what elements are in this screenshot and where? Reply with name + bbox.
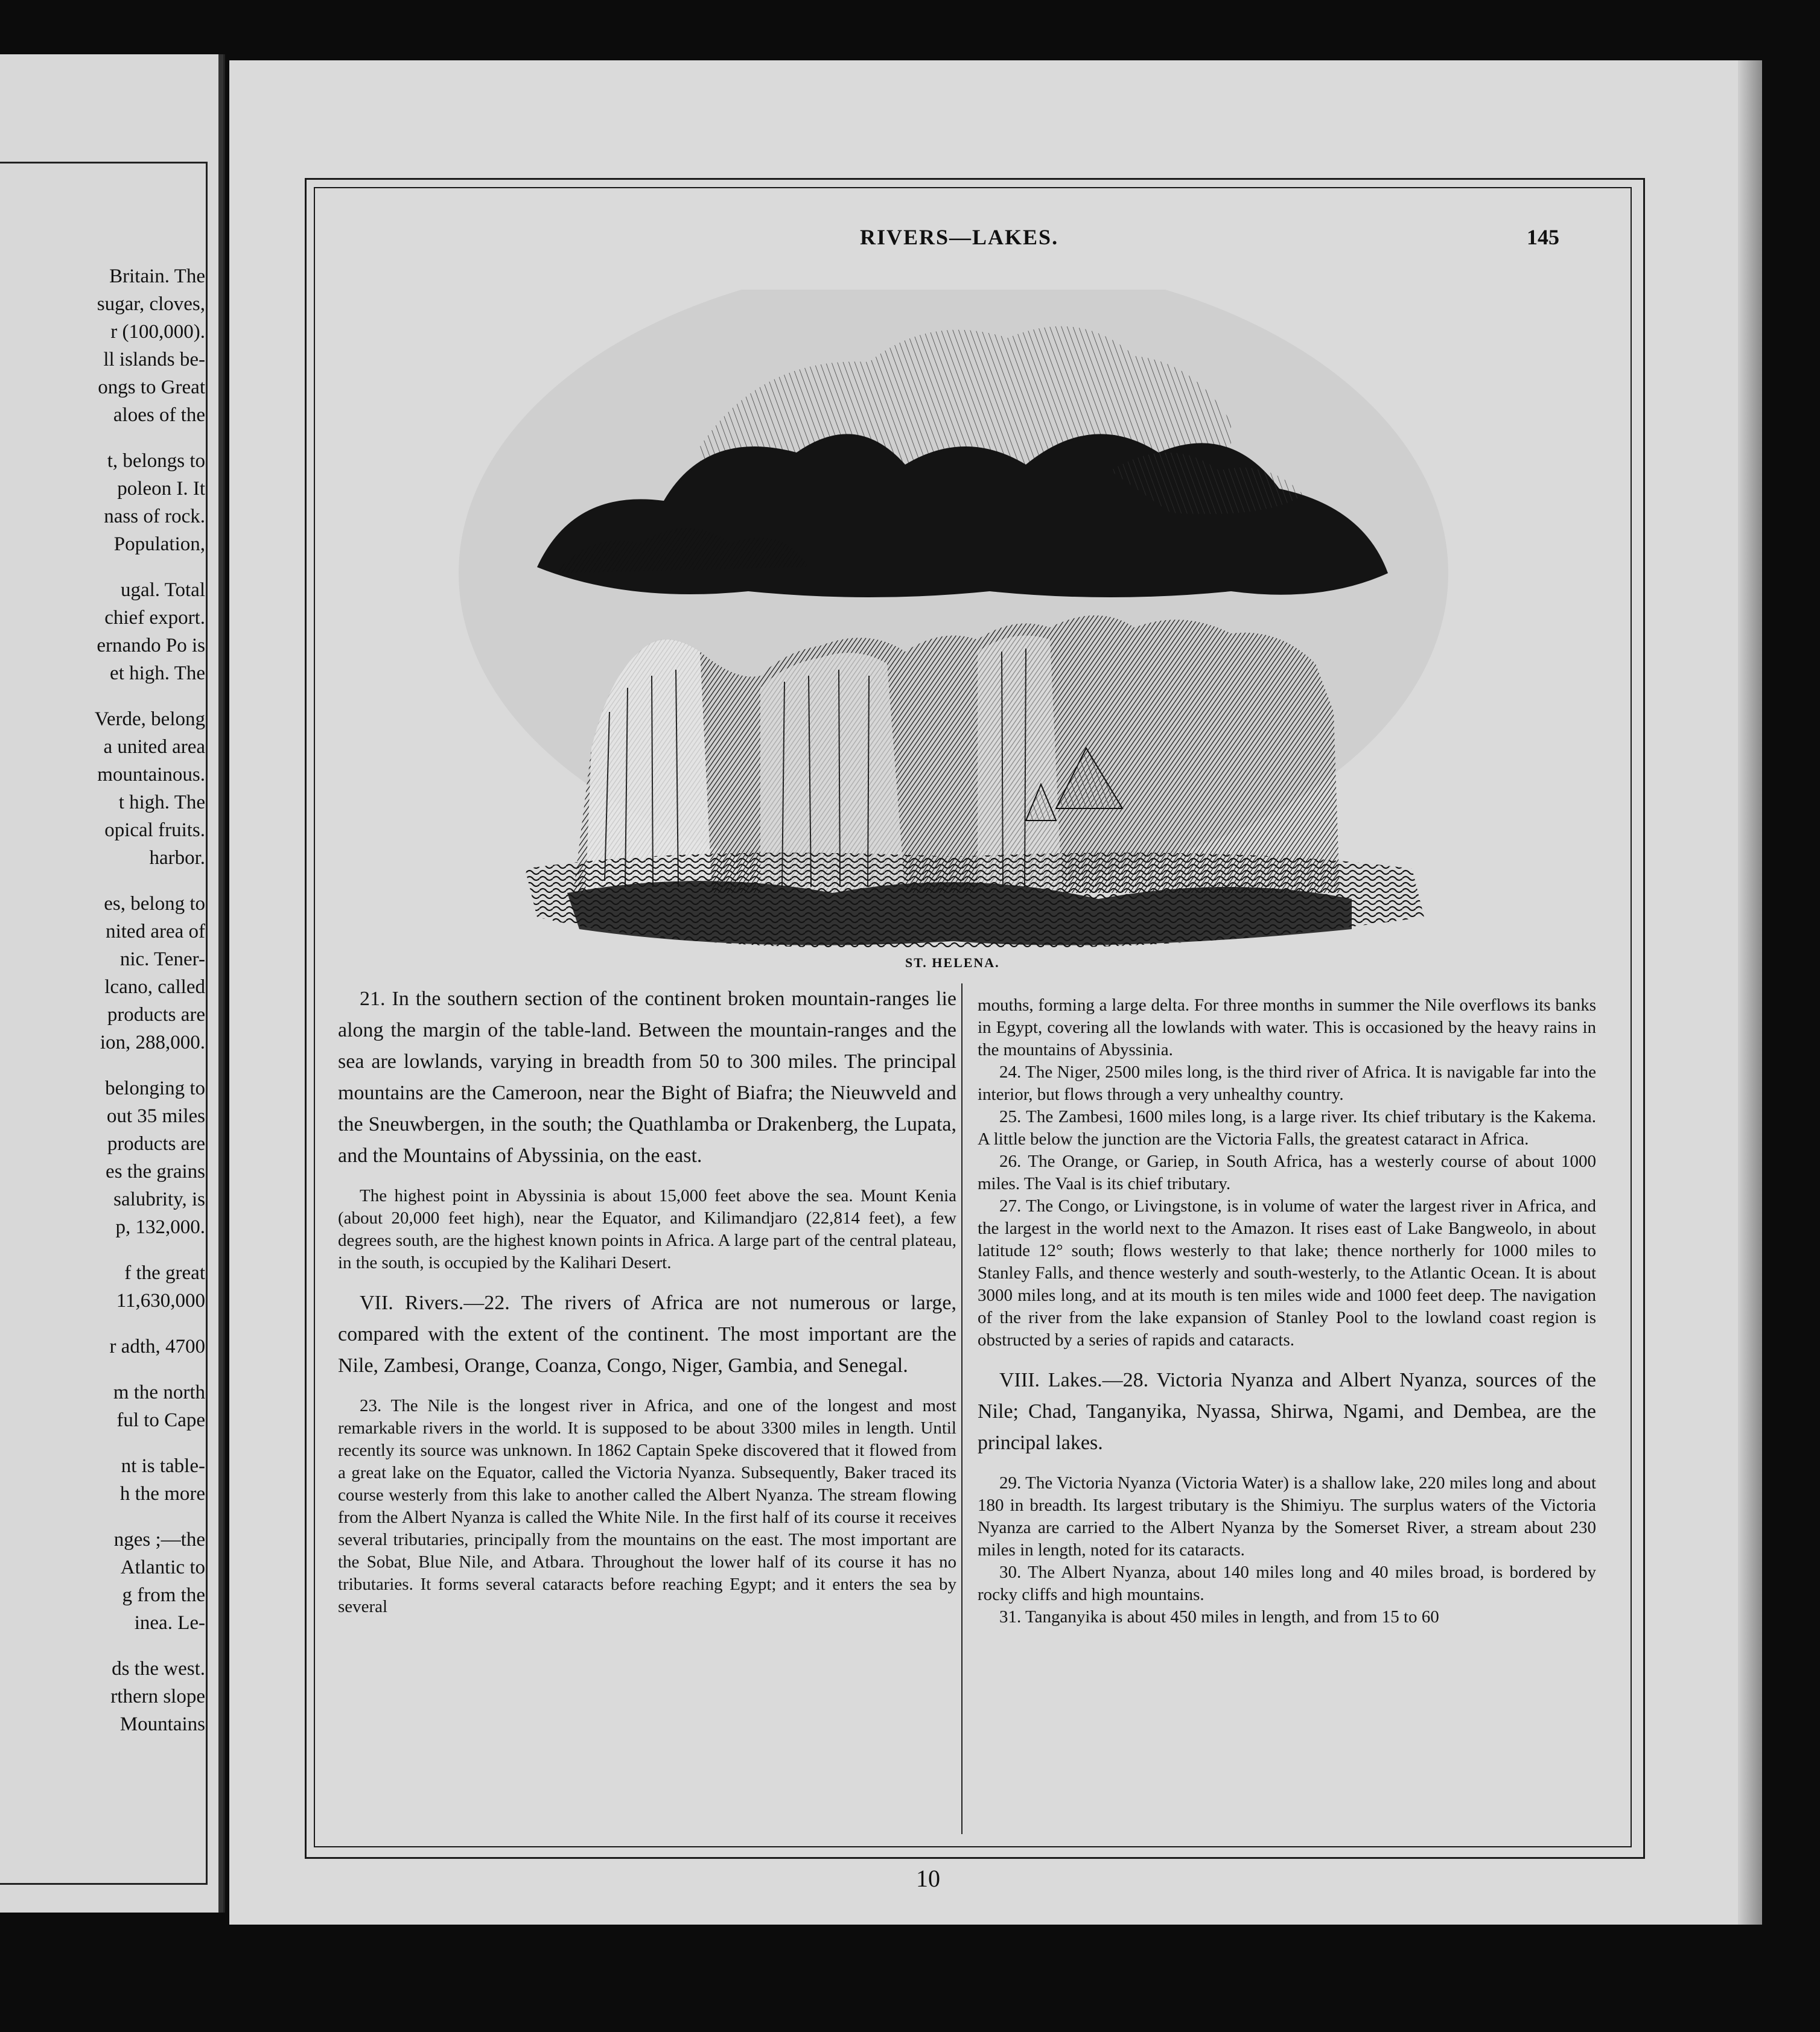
previous-page-fragment: [0, 54, 225, 1913]
previous-page-line: harbor.: [149, 847, 205, 869]
previous-page-line: r (100,000).: [110, 321, 205, 343]
previous-page-line: f the great: [124, 1262, 205, 1284]
paragraph-29: 29. The Victoria Nyanza (Victoria Water) is a shallow lake, 220 miles long and about 180 in breadth. Its largest tributary is the Shimiyu. The surplus waters of the Victoria Nyanza are carried to the Albert Nyanza by the Somerset River, a stream about 230 miles in length, noted for its cataracts.: [978, 1473, 1596, 1560]
running-head: RIVERS—LAKES.: [860, 225, 1059, 249]
previous-page-line: r adth, 4700: [109, 1336, 205, 1357]
previous-page-line: es, belong to: [104, 893, 205, 915]
previous-page-line: ongs to Great: [98, 376, 205, 398]
column-divider: [961, 983, 962, 1834]
previous-page-line: g from the: [122, 1584, 205, 1606]
previous-page-line: es the grains: [106, 1161, 205, 1183]
paragraph-27: 27. The Congo, or Livingstone, is in volume of water the largest river in Africa, and the largest in the world next to the Amazon. It rises east of Lake Bangweolo, in about latitude 12° south; flows westerly to that lake; thence northerly for 1000 miles to Stanley Falls, and thence westerly and south-westerly, to the Atlantic Ocean. It is about 3000 miles long, and at its mouth is ten miles wide and 1000 feet deep. The navigation of the river from the lake expansion of Stanley Pool to the lowland coast region is obstructed by a series of rapids and cataracts.: [978, 1196, 1596, 1350]
previous-page-line: Verde, belong: [94, 708, 205, 730]
st-helena-engraving: [447, 290, 1460, 965]
left-text-column: [338, 983, 956, 1618]
previous-page-line: ds the west.: [112, 1658, 205, 1680]
paragraph-31: 31. Tanganyika is about 450 miles in length, and from 15 to 60: [999, 1607, 1439, 1627]
previous-page-line: belonging to: [105, 1078, 205, 1099]
previous-page-line: lcano, called: [104, 976, 205, 998]
paragraph-25: 25. The Zambesi, 1600 miles long, is a large river. Its chief tributary is the Kakema. A little below the junction are the Victoria Falls, the greatest cataract in Africa.: [978, 1107, 1596, 1149]
previous-page-line: t, belongs to: [107, 450, 205, 472]
previous-page-line: nited area of: [106, 921, 205, 942]
previous-page-line: Mountains: [119, 1713, 205, 1735]
previous-page-line: ll islands be-: [103, 349, 205, 370]
previous-page-line: mountainous.: [97, 764, 205, 786]
illustration-caption: ST. HELENA.: [905, 955, 1000, 970]
previous-page-line: 11,630,000: [116, 1290, 205, 1312]
section-vii-rivers: VII. Rivers.—22. The rivers of Africa are not numerous or large, compared with the extent of the continent. The most important are the Nile, Zambesi, Orange, Coanza, Congo, Niger, Gambia, and Senegal.: [338, 1292, 956, 1377]
previous-page-line: nges ;—the: [113, 1529, 205, 1551]
paragraph-23: 23. The Nile is the longest river in Africa, and one of the longest and most remarkable rivers in the world. It is supposed to be about 3300 miles in length. Until recently its source was unknown. In 1862 Captain Speke discovered that it flowed from a great lake on the Equator, called the Victoria Nyanza. Subsequently, Baker traced its course westerly from this lake to another called the Albert Nyanza. The stream flowing from the Albert Nyanza is called the White Nile. In the first half of its course it receives several tributaries, principally from the mountains on the east. The most important are the Sobat, Blue Nile, and Atbara. Throughout the lower half of its course it has no tributaries. It forms several cataracts before reaching Egypt; and it enters the sea by several: [338, 1396, 956, 1616]
previous-page-line: h the more: [119, 1483, 205, 1505]
paragraph-24: 24. The Niger, 2500 miles long, is the third river of Africa. It is navigable far into the interior, but flows through a very unhealthy country.: [978, 1062, 1596, 1104]
previous-page-line: Population,: [113, 533, 205, 555]
previous-page-line: ugal. Total: [120, 579, 205, 601]
previous-page-line: ernando Po is: [97, 635, 205, 656]
previous-page-line: m the north: [113, 1382, 205, 1403]
paragraph-21: 21. In the southern section of the continent broken mountain-ranges lie along the margin of the table-land. Between the mountain-ranges and the sea are lowlands, varying in breadth from 50 to 300 miles. The principal mountains are the Cameroon, near the Bight of Biafra; the Nieuwveld and the Sneuwbergen, in the south; the Quathlamba or Drakenberg, the Lupata, and the Mountains of Abyssinia, on the east.: [338, 988, 956, 1167]
previous-page-line: salubrity, is: [113, 1189, 205, 1210]
signature-mark: 10: [916, 1865, 940, 1892]
page-number: 145: [1527, 225, 1559, 249]
previous-page-line: nt is table-: [121, 1455, 205, 1477]
previous-page-line: products are: [107, 1133, 205, 1155]
previous-page-line: out 35 miles: [106, 1105, 205, 1127]
previous-page-line: chief export.: [104, 607, 205, 629]
previous-page-line: opical fruits.: [104, 819, 205, 841]
previous-page-line: inea. Le-: [134, 1612, 205, 1634]
previous-page-line: ion, 288,000.: [100, 1032, 205, 1053]
previous-page-line: rthern slope: [110, 1686, 205, 1707]
right-text-column: [978, 994, 1596, 1628]
previous-page-line: nic. Tener-: [119, 948, 205, 970]
page-gutter: [218, 54, 223, 1913]
previous-page-line: aloes of the: [113, 404, 205, 426]
note-highest-points: The highest point in Abyssinia is about 15,000 feet above the sea. Mount Kenia (about 20,000 feet high), near the Equator, and Kilimandjaro (22,814 feet), a few degrees south, are the highest known points in Africa. A large part of the central plateau, in the south, is occupied by the Kalihari Desert.: [338, 1186, 956, 1272]
previous-page-line: et high. The: [110, 662, 205, 684]
previous-page-line: p, 132,000.: [115, 1216, 205, 1238]
page-edge-shadow: [1738, 60, 1762, 1925]
book-page: [229, 60, 1762, 1925]
previous-page-line: Atlantic to: [120, 1557, 205, 1578]
previous-page-line: t high. The: [118, 792, 205, 813]
paragraph-26: 26. The Orange, or Gariep, in South Africa, has a westerly course of about 1000 miles. The Vaal is its chief tributary.: [978, 1152, 1596, 1193]
previous-page-line: Britain. The: [109, 265, 205, 287]
previous-page-line: poleon I. It: [117, 478, 205, 500]
previous-page-line: sugar, cloves,: [97, 293, 205, 315]
previous-page-line: ful to Cape: [116, 1409, 205, 1431]
paragraph-30: 30. The Albert Nyanza, about 140 miles long and 40 miles broad, is bordered by rocky cliffs and high mountains.: [978, 1563, 1596, 1604]
previous-page-line: a united area: [103, 736, 205, 758]
previous-page-line: nass of rock.: [104, 506, 205, 527]
paragraph-23-continued: mouths, forming a large delta. For three months in summer the Nile overflows its banks in Egypt, covering all the lowlands with water. This is occasioned by the heavy rains in the mountains of Abyssinia.: [978, 995, 1596, 1059]
previous-page-line: products are: [107, 1004, 205, 1026]
section-viii-lakes: VIII. Lakes.—28. Victoria Nyanza and Albert Nyanza, sources of the Nile; Chad, Tanganyika, Nyassa, Shirwa, Ngami, and Dembea, are the principal lakes.: [978, 1369, 1596, 1454]
